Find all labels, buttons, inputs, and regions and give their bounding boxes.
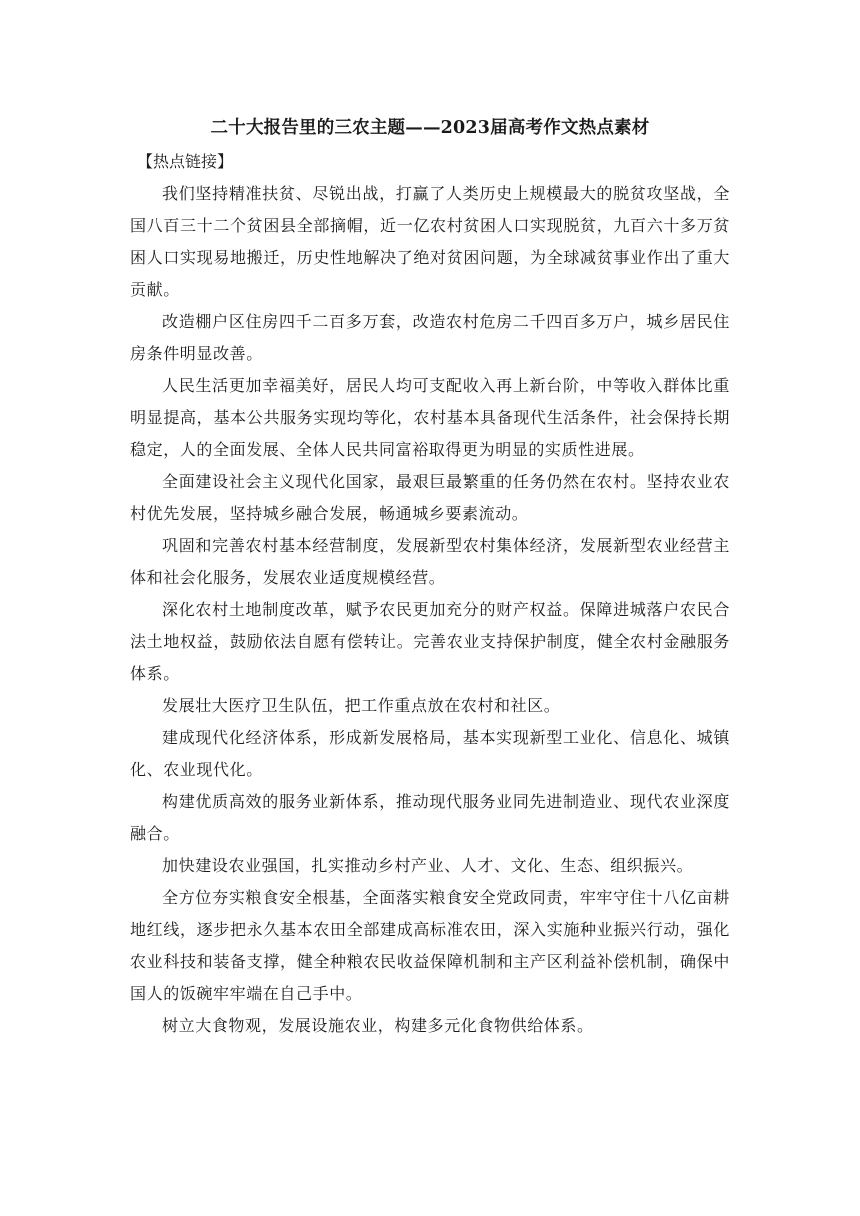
paragraph-7: 发展壮大医疗卫生队伍，把工作重点放在农村和社区。	[162, 696, 561, 715]
paragraph-8: 建成现代化经济体系，形成新发展格局，基本实现新型工业化、信息化、城镇化、农业现代化。	[130, 728, 730, 779]
document-page	[130, 112, 730, 1042]
paragraph-10: 加快建设农业强国，扎实推动乡村产业、人才、文化、生态、组织振兴。	[162, 856, 694, 875]
paragraph-2: 改造棚户区住房四千二百多万套，改造农村危房二千四百多万户，城乡居民住房条件明显改善。	[130, 312, 730, 363]
paragraph-3: 人民生活更加幸福美好，居民人均可支配收入再上新台阶，中等收入群体比重明显提高，基本公共服务实现均等化，农村基本具备现代生活条件，社会保持长期稳定，人的全面发展、全体人民共同富裕取得更为明显的实质性进展。	[130, 376, 730, 459]
paragraph-6: 深化农村土地制度改革，赋予农民更加充分的财产权益。保障进城落户农民合法土地权益，鼓励依法自愿有偿转让。完善农业支持保护制度，健全农村金融服务体系。	[130, 600, 730, 683]
paragraph-4: 全面建设社会主义现代化国家，最艰巨最繁重的任务仍然在农村。坚持农业农村优先发展，坚持城乡融合发展，畅通城乡要素流动。	[130, 472, 730, 523]
section-label: 【热点链接】	[137, 152, 234, 171]
paragraph-9: 构建优质高效的服务业新体系，推动现代服务业同先进制造业、现代农业深度融合。	[130, 792, 730, 843]
paragraph-5: 巩固和完善农村基本经营制度，发展新型农村集体经济，发展新型农业经营主体和社会化服务，发展农业适度规模经营。	[130, 536, 730, 587]
paragraph-11: 全方位夯实粮食安全根基，全面落实粮食安全党政同责，牢牢守住十八亿亩耕地红线，逐步把永久基本农田全部建成高标准农田，深入实施种业振兴行动，强化农业科技和装备支撑，健全种粮农民收益保障机制和主产区利益补偿机制，确保中国人的饭碗牢牢端在自己手中。	[130, 888, 730, 1003]
document-title: 二十大报告里的三农主题——2023届高考作文热点素材	[210, 118, 650, 138]
paragraph-12: 树立大食物观，发展设施农业，构建多元化食物供给体系。	[162, 1016, 594, 1035]
paragraph-1: 我们坚持精准扶贫、尽锐出战，打赢了人类历史上规模最大的脱贫攻坚战，全国八百三十二个贫困县全部摘帽，近一亿农村贫困人口实现脱贫，九百六十多万贫困人口实现易地搬迁，历史性地解决了绝对贫困问题，为全球减贫事业作出了重大贡献。	[130, 184, 730, 299]
